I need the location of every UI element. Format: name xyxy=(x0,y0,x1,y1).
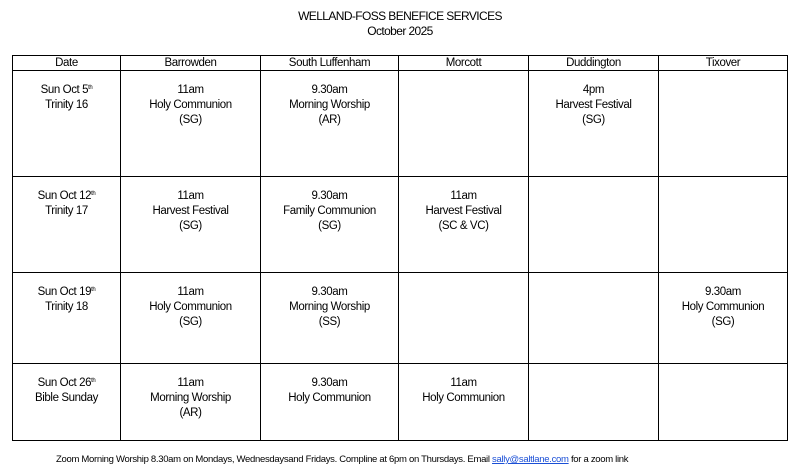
service-cell xyxy=(399,273,529,364)
date-cell xyxy=(13,177,121,273)
service-date: Sun Oct 26th xyxy=(37,377,96,389)
occasion-label: Trinity 16 xyxy=(45,99,88,111)
service-cell xyxy=(659,364,788,441)
service-leader: (SG) xyxy=(318,220,341,232)
table-row xyxy=(13,364,788,441)
service-cell xyxy=(659,273,788,364)
service-name: Holy Communion xyxy=(149,301,232,313)
table-row xyxy=(13,71,788,177)
footer-note xyxy=(56,454,628,465)
occasion-label: Trinity 18 xyxy=(45,301,88,313)
service-cell xyxy=(261,71,399,177)
occasion-label: Bible Sunday xyxy=(35,392,98,404)
services-table xyxy=(12,55,788,441)
service-time: 11am xyxy=(177,377,204,389)
service-leader: (SG) xyxy=(582,114,605,126)
date-cell xyxy=(13,273,121,364)
service-name: Holy Communion xyxy=(149,99,232,111)
date-cell xyxy=(13,71,121,177)
service-cell xyxy=(261,177,399,273)
service-cell xyxy=(261,364,399,441)
service-leader: (AR) xyxy=(318,114,341,126)
service-cell xyxy=(529,364,659,441)
service-leader: (SS) xyxy=(318,316,341,328)
service-name: Family Communion xyxy=(283,205,376,217)
service-name: Morning Worship xyxy=(289,301,370,313)
service-name: Morning Worship xyxy=(289,99,370,111)
service-leader: (SG) xyxy=(179,114,202,126)
service-time: 9.30am xyxy=(311,190,348,202)
service-time: 11am xyxy=(177,286,204,298)
service-name: Holy Communion xyxy=(288,392,371,404)
service-cell xyxy=(121,273,261,364)
footer-text: Zoom Morning Worship 8.30am on Mondays, Wednesdaysand Fridays. Compline at 6pm on Thursdays. Email xyxy=(56,454,493,465)
service-leader: (SG) xyxy=(179,220,202,232)
page-title: WELLAND-FOSS BENEFICE SERVICES xyxy=(298,9,502,23)
service-cell xyxy=(529,177,659,273)
service-time: 9.30am xyxy=(311,84,348,96)
column-header: Morcott xyxy=(399,56,529,71)
service-leader: (SG) xyxy=(179,316,202,328)
service-name: Harvest Festival xyxy=(152,205,229,217)
service-date: Sun Oct 5th xyxy=(40,84,93,96)
service-cell xyxy=(529,71,659,177)
service-time: 9.30am xyxy=(705,286,741,298)
service-leader: (SC & VC) xyxy=(438,220,489,232)
service-cell xyxy=(261,273,399,364)
service-name: Morning Worship xyxy=(150,392,231,404)
service-cell xyxy=(659,71,788,177)
service-time: 11am xyxy=(177,190,204,202)
service-time: 11am xyxy=(177,84,204,96)
table-header-row xyxy=(13,56,788,71)
page-subtitle: October 2025 xyxy=(367,24,433,38)
service-name: Harvest Festival xyxy=(425,205,502,217)
column-header: Tixover xyxy=(659,56,788,71)
service-leader: (AR) xyxy=(179,407,202,419)
service-name: Holy Communion xyxy=(681,301,765,313)
footer-text-end: for a zoom link xyxy=(568,454,629,465)
service-date: Sun Oct 19th xyxy=(37,286,96,298)
service-cell xyxy=(399,71,529,177)
service-time: 9.30am xyxy=(311,377,348,389)
column-header: Date xyxy=(13,56,121,71)
service-time: 11am xyxy=(450,377,477,389)
occasion-label: Trinity 17 xyxy=(45,205,88,217)
date-cell xyxy=(13,364,121,441)
service-time: 4pm xyxy=(582,84,605,96)
column-header: Duddington xyxy=(529,56,659,71)
email-link[interactable]: sally@saltlane.com xyxy=(492,454,569,465)
service-leader: (SG) xyxy=(711,316,735,328)
service-cell xyxy=(529,273,659,364)
service-cell xyxy=(659,177,788,273)
service-cell xyxy=(399,177,529,273)
table-row xyxy=(13,177,788,273)
service-name: Harvest Festival xyxy=(555,99,632,111)
service-name: Holy Communion xyxy=(422,392,505,404)
service-time: 9.30am xyxy=(311,286,348,298)
service-cell xyxy=(399,364,529,441)
service-time: 11am xyxy=(450,190,477,202)
table-row xyxy=(13,273,788,364)
service-cell xyxy=(121,364,261,441)
column-header: South Luffenham xyxy=(261,56,399,71)
column-header: Barrowden xyxy=(121,56,261,71)
service-cell xyxy=(121,177,261,273)
service-date: Sun Oct 12th xyxy=(37,190,96,202)
service-cell xyxy=(121,71,261,177)
